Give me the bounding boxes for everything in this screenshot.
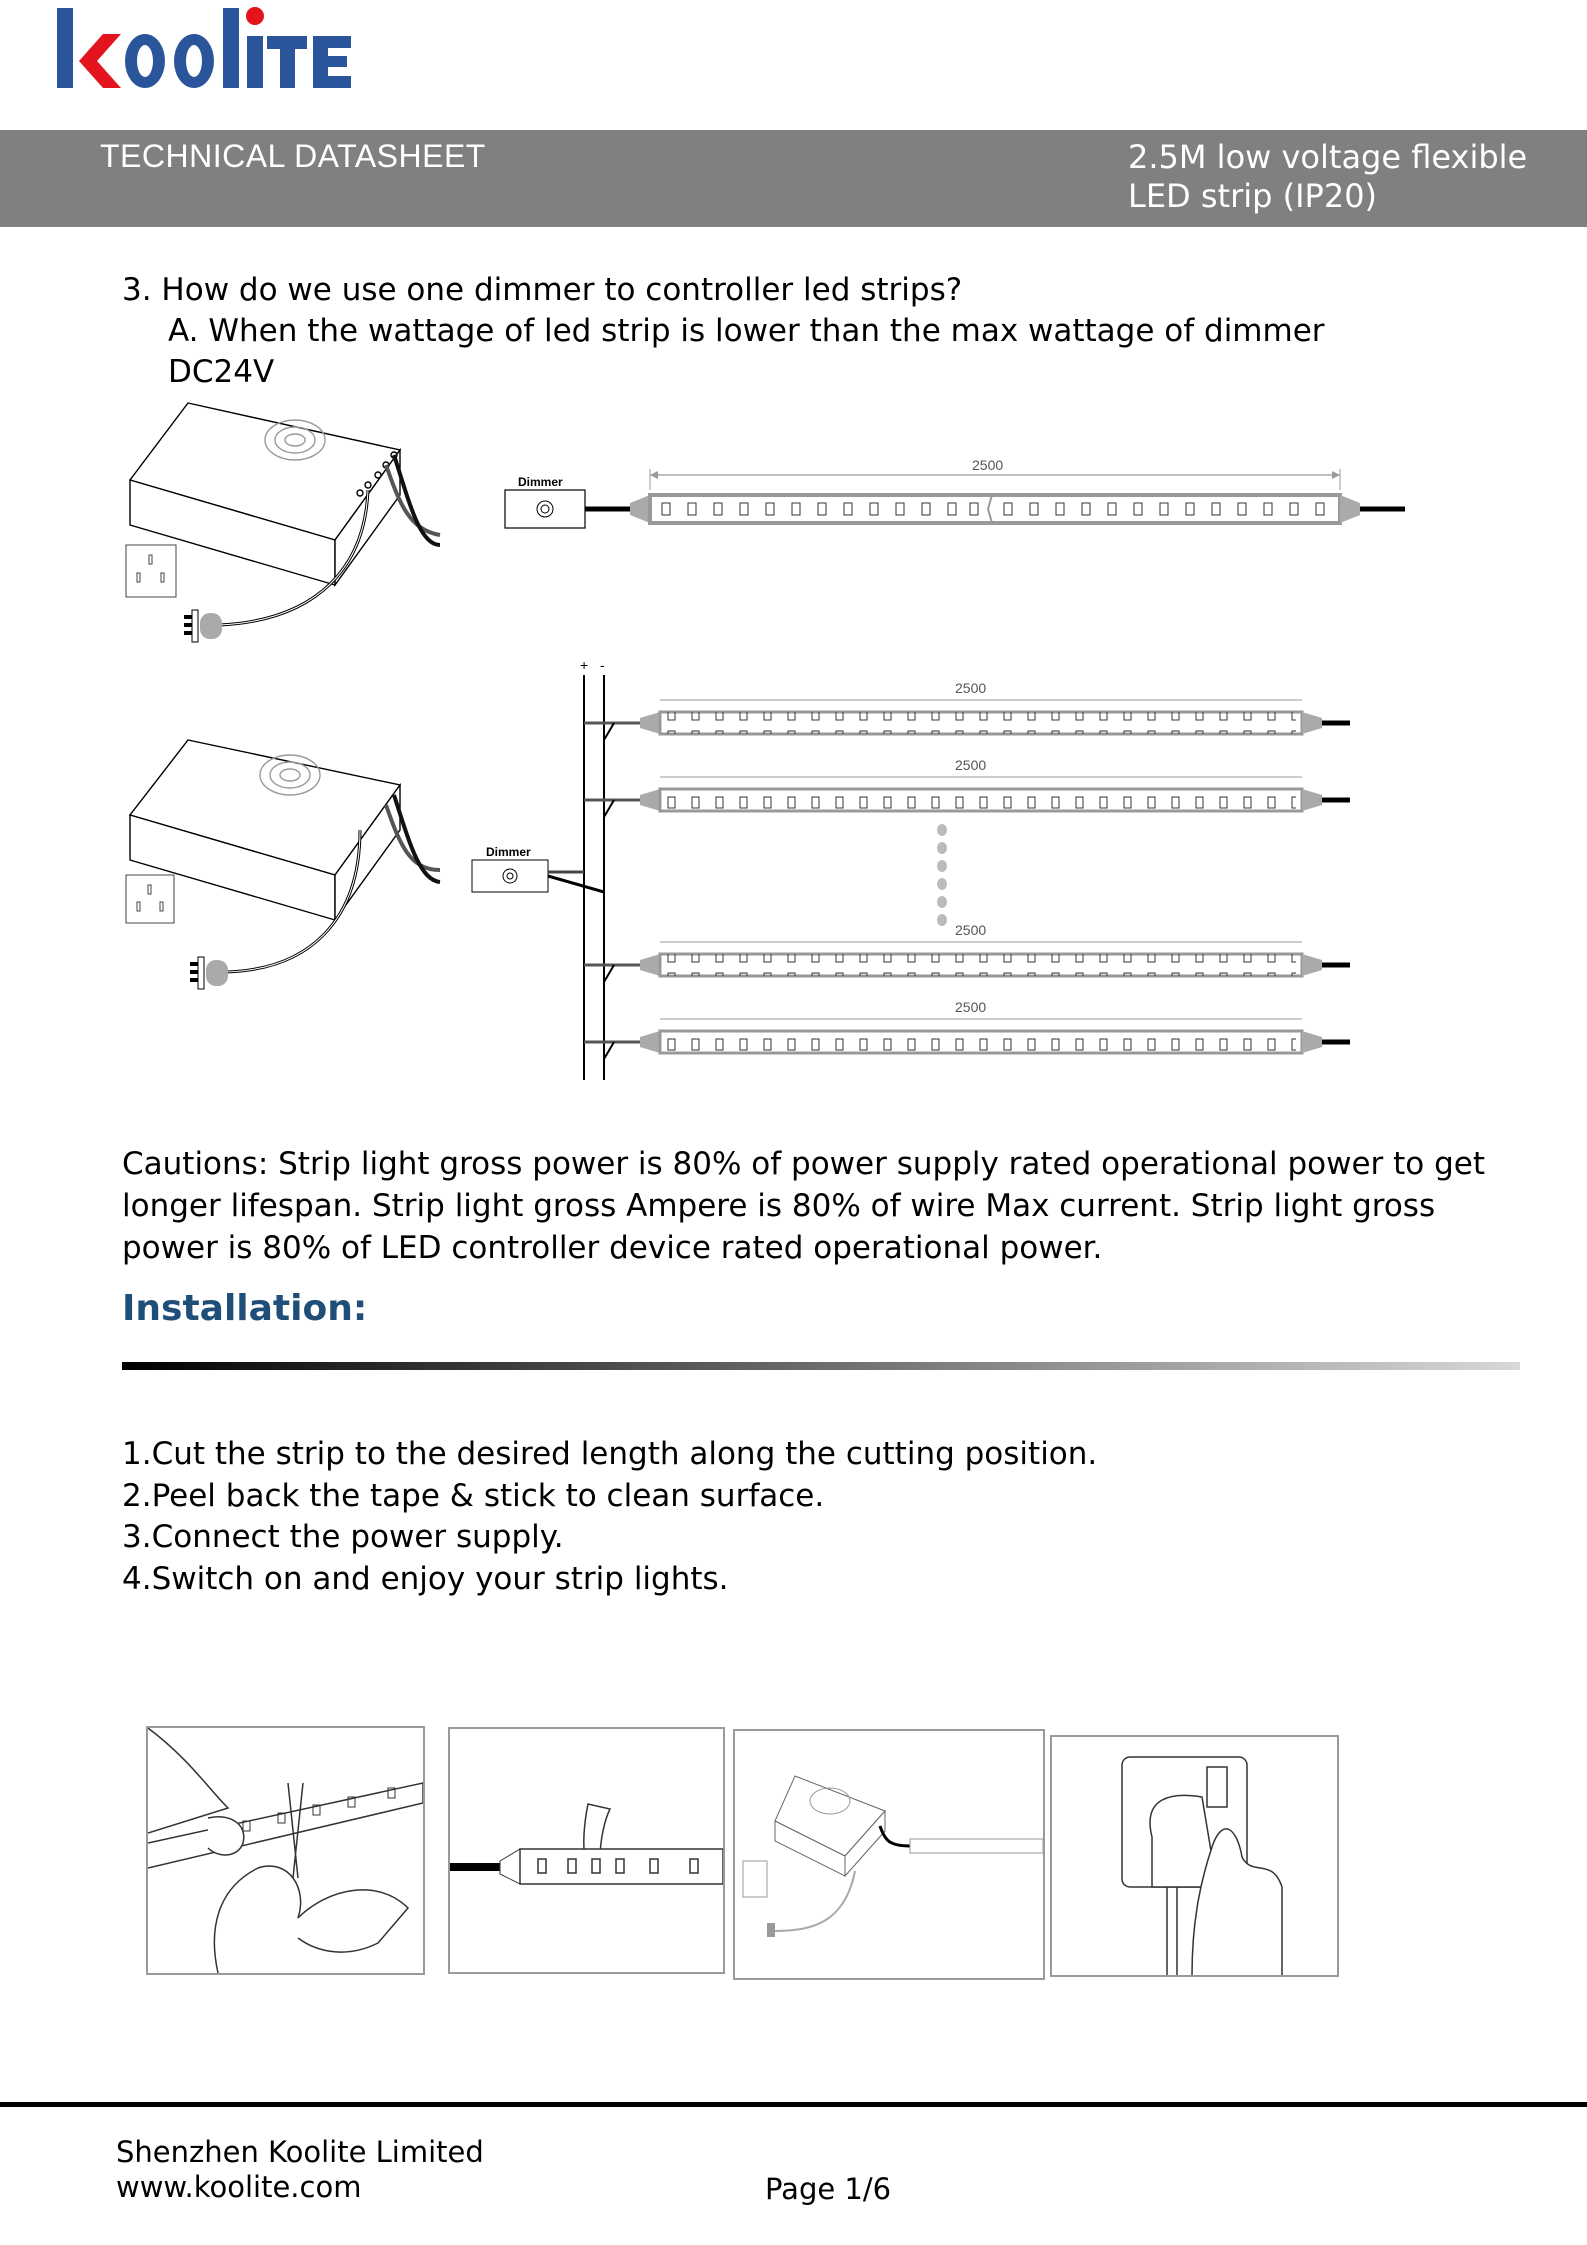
strip-length-label: 2500 [972,457,1004,473]
svg-text:2500: 2500 [955,922,987,938]
footer-company-info [116,2135,484,2205]
led-strip-icon [630,495,1405,523]
cautions-text: Cautions: Strip light gross power is 80% of power supply rated operational power to get longer lifespan. Strip light gross Ampere is 80% of wire Max current. Strip light gross power is 80% of LED controller device rated operational power. [122,1146,1486,1266]
single-strip-wiring-diagram [110,395,1440,655]
koolite-logo [55,4,355,88]
plug-icon [190,957,228,989]
website-link[interactable]: www.koolite.com [116,2170,362,2204]
bus-minus-label: - [600,660,605,673]
bus-plus-label: + [580,660,589,673]
voltage-label: DC24V [168,354,275,390]
product-title [1128,138,1527,216]
cut-strip-illustration [146,1726,425,1975]
section-question: 3. How do we use one dimmer to controller led strips? [122,272,963,308]
dimmer-icon [472,845,548,892]
product-title-line2: LED strip (IP20) [1128,177,1378,215]
dimmer-label: Dimmer [486,845,531,859]
multi-strip-wiring-diagram [110,660,1360,1090]
dimmer-label: Dimmer [518,475,563,489]
wall-socket-icon [126,545,176,597]
svg-text:2500: 2500 [955,757,987,773]
answer-a: A. When the wattage of led strip is lower than the max wattage of dimmer [168,313,1325,349]
step-item: 3.Connect the power supply. [122,1519,564,1555]
step-item: 2.Peel back the tape & stick to clean surface. [122,1477,825,1514]
continuation-dots [937,824,947,926]
step-item: 4.Switch on and enjoy your strip lights. [122,1560,729,1597]
page-number: Page 1/6 [765,2172,892,2206]
document-type-title: TECHNICAL DATASHEET [100,138,486,174]
installation-heading: Installation: [122,1288,368,1329]
svg-text:2500: 2500 [955,999,987,1015]
product-title-line1: 2.5M low voltage flexible [1128,138,1528,176]
peel-tape-illustration [448,1727,725,1974]
company-name: Shenzhen Koolite Limited [116,2135,484,2169]
wall-socket-icon [126,875,174,923]
installation-steps [122,1434,1097,1600]
switch-on-illustration [1050,1735,1339,1977]
footer-divider [0,2102,1587,2107]
section-divider [122,1362,1520,1370]
svg-text:2500: 2500 [955,680,987,696]
connect-power-illustration [733,1729,1045,1980]
dimmer-icon [505,475,585,528]
plug-icon [184,610,222,642]
step-item: 1.Cut the strip to the desired length along the cutting position. [122,1436,1098,1472]
